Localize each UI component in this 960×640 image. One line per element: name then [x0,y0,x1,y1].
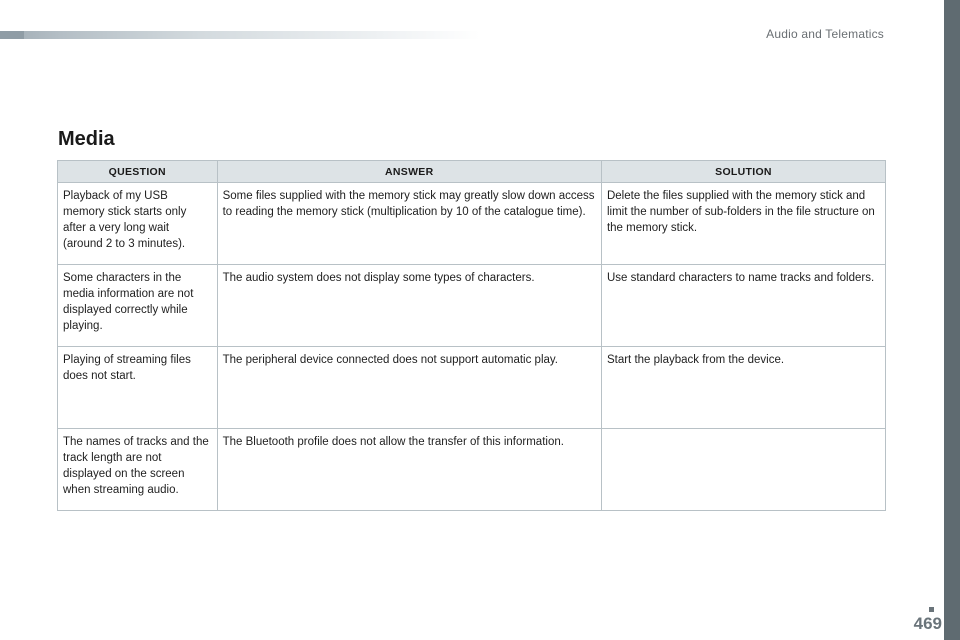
page-marker-dot [929,607,934,612]
question-cell: Some characters in the media information are not displayed correctly while playing. [58,265,218,347]
section-label: Audio and Telematics [766,27,884,41]
answer-cell: Some files supplied with the memory stick may greatly slow down access to reading the memory stick (multiplication by 10 of the catalogue time). [217,183,601,265]
column-header-solution: SOLUTION [601,161,885,183]
table-row [58,347,886,429]
column-header-answer: ANSWER [217,161,601,183]
column-header-question: QUESTION [58,161,218,183]
solution-cell [601,429,885,511]
table-header-row [58,161,886,183]
solution-cell: Delete the files supplied with the memory stick and limit the number of sub-folders in the file structure on the memory stick. [601,183,885,265]
answer-cell: The peripheral device connected does not support automatic play. [217,347,601,429]
page-number: 469 [913,614,942,633]
question-cell: The names of tracks and the track length are not displayed on the screen when streaming audio. [58,429,218,511]
page-title: Media [58,128,115,150]
faq-table [57,160,886,511]
header-bar-accent [0,31,24,39]
header-decorative-bar [0,31,480,39]
answer-cell: The Bluetooth profile does not allow the transfer of this information. [217,429,601,511]
solution-cell: Use standard characters to name tracks and folders. [601,265,885,347]
page-edge-strip [944,0,960,640]
solution-cell: Start the playback from the device. [601,347,885,429]
question-cell: Playback of my USB memory stick starts only after a very long wait (around 2 to 3 minutes). [58,183,218,265]
table-row [58,429,886,511]
table-row [58,183,886,265]
answer-cell: The audio system does not display some types of characters. [217,265,601,347]
table-row [58,265,886,347]
question-cell: Playing of streaming files does not start. [58,347,218,429]
